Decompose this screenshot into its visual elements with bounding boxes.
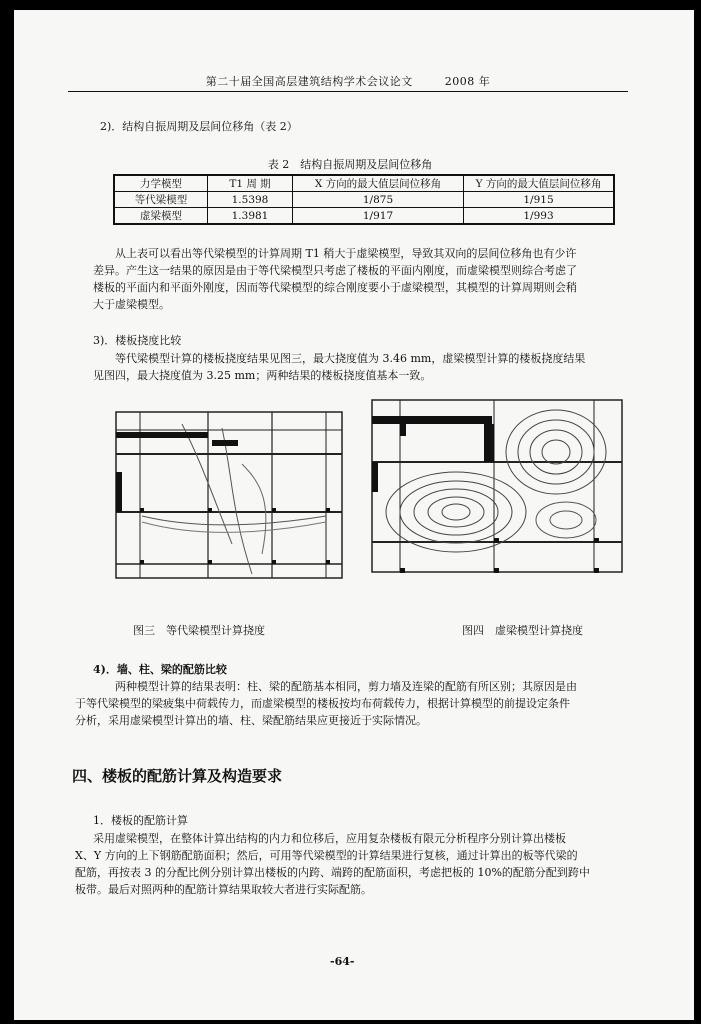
figure-4-deflection-contour [366, 392, 628, 578]
chapter-heading: 四、楼板的配筋计算及构造要求 [72, 767, 283, 785]
header-rule [68, 91, 628, 92]
table-header-row [114, 175, 614, 192]
paragraph-line: 于等代梁模型的梁疲集中荷载传力，而虚梁模型的楼板按均布荷载传力，根据计算模型的前提设定条件 [75, 697, 570, 711]
paragraph-slab-reinforcement [75, 830, 635, 898]
subsection-heading: 1．楼板的配筋计算 [93, 814, 188, 827]
table-cell: 1/875 [293, 192, 464, 208]
line-text: 等代梁模型计算的楼板挠度结果见图三，最大挠度值为 3.46 mm，虚梁模型计算的楼板挠度结果 [115, 352, 586, 365]
table-header-cell: T1 周 期 [208, 175, 293, 192]
table-cell: 等代梁模型 [114, 192, 208, 208]
table-cell: 1/917 [293, 208, 464, 225]
table-cell: 1.5398 [208, 192, 293, 208]
table-caption: 表 2 结构自振周期及层间位移角 [267, 158, 433, 171]
section-heading-4: 4)．墙、柱、梁的配筋比较 [93, 663, 227, 676]
paragraph-line: 大于虚梁模型。 [93, 298, 170, 312]
paragraph-line: 差异。产生这一结果的原因是由于等代梁模型只考虑了楼板的平面内刚度，而虚梁模型则综合考虑了 [93, 264, 577, 278]
paragraph-reinforcement [75, 678, 635, 729]
table-cell: 1/993 [464, 208, 615, 225]
paragraph-line [75, 830, 635, 847]
page-number: -64- [330, 955, 355, 968]
figure-3-deflection-plot [112, 404, 348, 584]
paragraph-line: 板带。最后对照两种的配筋计算结果取较大者进行实际配筋。 [75, 883, 372, 897]
header-title: 第二十届全国高层建筑结构学术会议论文 [205, 75, 413, 88]
paragraph-line [93, 245, 633, 262]
table-cell: 虚梁模型 [114, 208, 208, 225]
line-text: 两种模型计算的结果表明：柱、梁的配筋基本相同，剪力墙及连梁的配筋有所区别；其原因是由 [115, 680, 577, 693]
table-row [114, 192, 614, 208]
figure-4-caption: 图四 虚梁模型计算挠度 [462, 624, 583, 637]
paragraph-period-analysis [93, 245, 633, 313]
table-header-cell: 力学模型 [114, 175, 208, 192]
paragraph-line: 楼板的平面内和平面外刚度，因而等代梁模型的综合刚度要小于虚梁模型，其模型的计算周期则会稍 [93, 281, 577, 295]
header-year: 2008 年 [444, 75, 491, 88]
section-heading-3: 3)．楼板挠度比较 [93, 334, 182, 347]
table-header-cell: X 方向的最大值层间位移角 [293, 175, 464, 192]
paragraph-line [93, 350, 633, 367]
paragraph-line: 分析，采用虚梁模型计算出的墙、柱、梁配筋结果应更接近于实际情况。 [75, 714, 427, 728]
paragraph-deflection [93, 350, 633, 384]
table-cell: 1.3981 [208, 208, 293, 225]
paragraph-line [75, 678, 635, 695]
paragraph-line: 见图四，最大挠度值为 3.25 mm；两种结果的楼板挠度值基本一致。 [93, 369, 432, 383]
table-row [114, 208, 614, 225]
line-text: 采用虚梁模型，在整体计算出结构的内力和位移后，应用复杂楼板有限元分析程序分别计算出楼板 [93, 832, 566, 845]
section-heading-2: 2)．结构自振周期及层间位移角（表 2） [100, 120, 298, 133]
running-header [68, 73, 628, 89]
table-header-cell: Y 方向的最大值层间位移角 [464, 175, 615, 192]
paragraph-line: X、Y 方向的上下钢筋配筋面积；然后，可用等代梁模型的计算结果进行复核，通过计算出的板等代梁的 [75, 849, 578, 863]
results-table [113, 174, 615, 225]
table-cell: 1/915 [464, 192, 615, 208]
figure-3-caption: 图三 等代梁模型计算挠度 [133, 624, 265, 637]
line-text: 从上表可以看出等代梁模型的计算周期 T1 稍大于虚梁模型，导致其双向的层间位移角也有少许 [115, 247, 577, 260]
paragraph-line: 配筋，再按表 3 的分配比例分别计算出楼板的内跨、端跨的配筋面积，考虑把板的 10%的配筋分配到跨中 [75, 866, 590, 880]
